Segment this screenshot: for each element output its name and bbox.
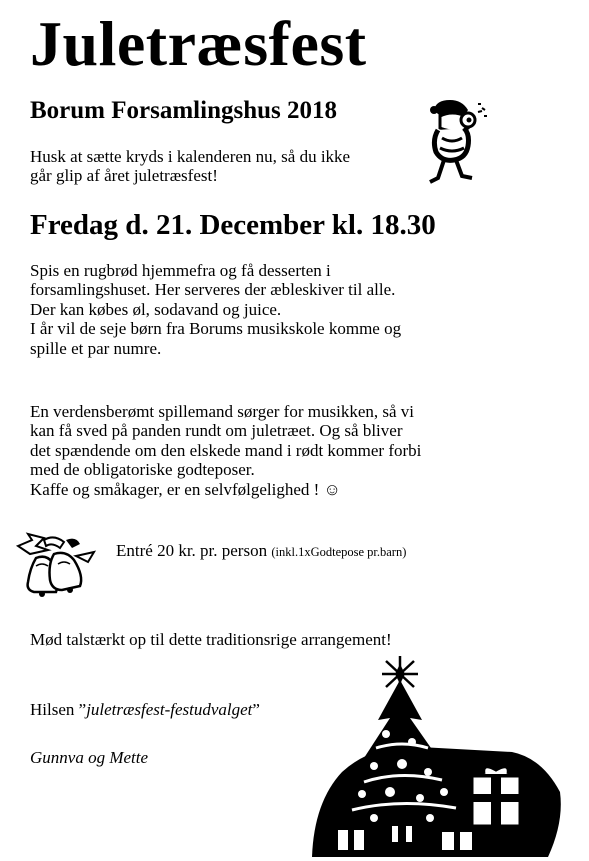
paragraph-food-music xyxy=(30,261,520,358)
paragraph-line: Der kan købes øl, sodavand og juice. xyxy=(30,299,282,319)
entry-price-note: (inkl.1xGodtepose pr.barn) xyxy=(271,545,407,559)
paragraph-line: Spis en rugbrød hjemmefra og få desserten i xyxy=(30,261,331,280)
venue-subtitle: Borum Forsamlingshus 2018 xyxy=(30,97,337,124)
entry-price-main: Entré 20 kr. pr. person xyxy=(116,541,268,560)
paragraph-line: Kaffe og småkager, er en selvfølgelighed ! ☺ xyxy=(30,479,341,499)
intro-line: Husk at sætte kryds i kalenderen nu, så du ikke xyxy=(30,147,351,166)
paragraph-line: forsamlingshuset. Her serveres der æbleskiver til alle. xyxy=(30,280,396,300)
greeting-open-quote: ” xyxy=(78,700,87,719)
paragraph-fiddler-santa xyxy=(30,402,520,499)
page-title: Juletræsfest xyxy=(30,8,367,79)
greeting-committee: juletræsfest-festudvalget xyxy=(86,700,253,719)
paragraph-line: det spændende om den elskede mand i rødt kommer forbi xyxy=(30,440,422,460)
christmas-tree-gifts-icon xyxy=(312,652,564,857)
intro-text xyxy=(30,147,430,185)
intro-line: går glip af året juletræsfest! xyxy=(30,166,218,185)
santa-clipart-icon xyxy=(428,96,490,196)
signers: Gunnva og Mette xyxy=(30,748,149,767)
paragraph-line: spille et par numre. xyxy=(30,338,162,358)
christmas-bells-icon xyxy=(14,532,98,600)
paragraph-line: En verdensberømt spillemand sørger for musikken, så vi xyxy=(30,402,414,421)
paragraph-line: kan få sved på panden rundt om juletræet. Og så bliver xyxy=(30,421,403,441)
paragraph-line: med de obligatoriske godteposer. xyxy=(30,460,255,480)
greeting-line xyxy=(30,700,260,720)
entry-price xyxy=(116,541,406,562)
closing-line: Mød talstærkt op til dette traditionsrige arrangement! xyxy=(30,630,392,649)
greeting-close-quote: ” xyxy=(252,700,260,719)
paragraph-line: I år vil de seje børn fra Borums musikskole komme og xyxy=(30,319,402,339)
event-date-heading: Fredag d. 21. December kl. 18.30 xyxy=(30,209,436,241)
greeting-prefix: Hilsen xyxy=(30,700,79,719)
